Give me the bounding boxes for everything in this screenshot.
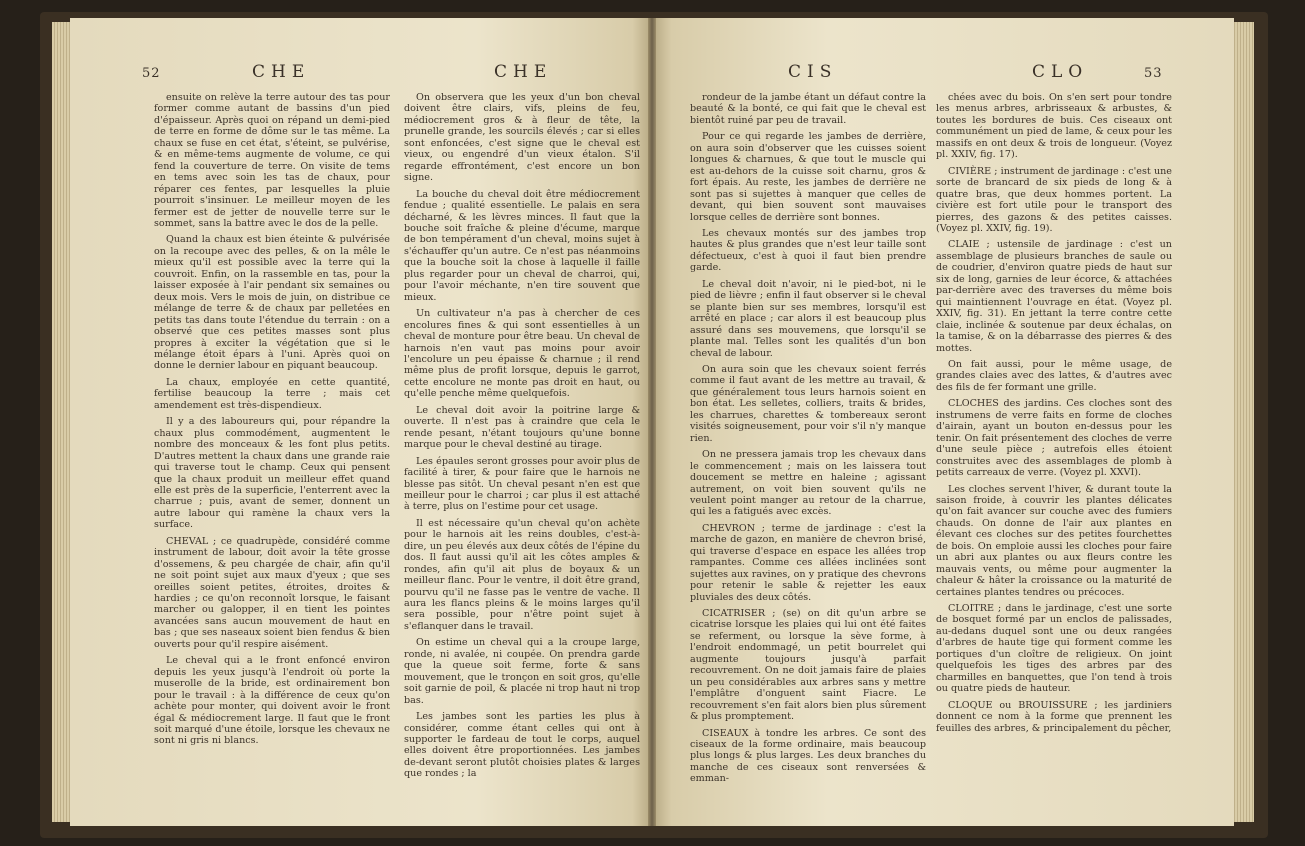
- right-column-2: [936, 92, 1172, 792]
- left-column-1: [154, 92, 390, 792]
- paragraph: On estime un cheval qui a la croupe large, ronde, ni avalée, ni coupée. On prendra garde que la queue soit ferme, forte & sans mouvement, que le tronçon en soit gros, qu'elle soit garnie de poil, & placée ni trop haut ni trop bas.: [404, 637, 640, 706]
- left-header-word-2: CHE: [494, 62, 553, 82]
- paragraph: Un cultivateur n'a pas à chercher de ces encolures fines & qui sont essentielles à un cheval de monture pour être beau. Un cheval de harnois n'en vaut pas moins pour avoir l'encolure un peu épaisse & charnue ; il rend même plus de profit lorsque, depuis le garrot, cette encolure ne monte pas droit en haut, ou qu'elle penche même quelquefois.: [404, 308, 640, 400]
- paragraph: ensuite on relève la terre autour des tas pour former comme autant de bassins d'un pied d'épaisseur. Après quoi on répand un demi-pied de terre en forme de dôme sur le tas même. La chaux se fuse en cet état, s'éteint, se pulvérise, & en même-tems augmente de volume, ce qui fend la couverture de terre. On visite de tems en tems avec soin les tas de chaux, pour réparer ces fentes, par lesquelles la pluie pourroit s'insinuer. Le meilleur moyen de les fermer est de jetter de nouvelle terre sur le sommet, sans la battre avec le dos de la pelle.: [154, 92, 390, 229]
- paragraph: Il est nécessaire qu'un cheval qu'on achète pour le harnois ait les reins doubles, c'est-à-dire, un peu élevés aux deux côtés de l'épine du dos. Il faut aussi qu'il ait les côtes amples & rondes, afin qu'il ait plus de boyaux & un meilleur flanc. Pour le ventre, il doit être grand, pourvu qu'il ne fasse pas le ventre de vache. Il aura les flancs pleins & le moins larges qu'il sera possible, pour n'être point sujet à s'eflanquer dans le travail.: [404, 517, 640, 632]
- left-page-number: 52: [142, 66, 161, 81]
- right-page-edges: [1232, 22, 1254, 822]
- paragraph: La chaux, employée en cette quantité, fertilise beaucoup la terre ; mais cet amendement est très-dispendieux.: [154, 376, 390, 411]
- paragraph: Les épaules seront grosses pour avoir plus de facilité à tirer, & pour faire que le harnois ne blesse pas sitôt. Un cheval pesant n'en est que meilleur pour le charroi ; car plus il est attaché à terre, plus on l'estime pour cet usage.: [404, 455, 640, 513]
- right-header-word-2: CLO: [1032, 62, 1089, 82]
- paragraph: Les cloches servent l'hiver, & durant toute la saison froide, à couvrir les plantes délicates qu'on fait avancer sur couche avec des fumiers chauds. On donne de l'air aux plantes en élevant ces cloches sur des petites fourchettes de bois. On emploie aussi les cloches pour faire un abri aux plantes ou aux fleurs contre les mauvais vents, ou même pour augmenter la chaleur & hâter la croissance ou la maturité de certaines plantes tendres ou précoces.: [936, 483, 1172, 598]
- paragraph: On fait aussi, pour le même usage, de grandes claies avec des lattes, & d'autres avec des fils de fer formant une grille.: [936, 358, 1172, 393]
- paragraph: Il y a des laboureurs qui, pour répandre la chaux plus commodément, augmentent le nombre des monceaux & les font plus petits. D'autres mettent la chaux dans une grande raie qui traverse tout le champ. Ceux qui pensent que la chaux produit un meilleur effet quand elle est près de la superficie, l'enterrent avec la charrue ; puis, avant de semer, donnent un autre labour qui ramène la chaux vers la surface.: [154, 416, 390, 531]
- right-page-number: 53: [1144, 66, 1163, 81]
- paragraph: CLAIE ; ustensile de jardinage : c'est un assemblage de plusieurs branches de saule ou de coudrier, d'environ quatre pieds de haut sur six de long, garnies de leur écorce, & attachées par-derrière avec des traverses du même bois qui maintiennent l'ouvrage en état. (Voyez pl. XXIV, fig. 31). En jettant la terre contre cette claie, inclinée & soutenue par deux échalas, on la tamise, & on la débarrasse des pierres & des mottes.: [936, 239, 1172, 354]
- right-running-header: [696, 62, 1166, 88]
- paragraph: CLOQUE ou BROUISSURE ; les jardiniers donnent ce nom à la forme que prennent les feuilles des arbres, & principalement du pêcher,: [936, 699, 1172, 734]
- left-header-word-1: CHE: [252, 62, 311, 82]
- paragraph: On aura soin que les chevaux soient ferrés comme il faut avant de les mettre au travail, & que généralement tous leurs harnois soient en bon état. Les selletes, colliers, traits & brides, les charrues, charettes & tombereaux seront visités soigneusement, pour voir s'il n'y manque rien.: [690, 363, 926, 444]
- paragraph: rondeur de la jambe étant un défaut contre la beauté & la bonté, ce qui fait que le cheval est bientôt ruiné par peu de travail.: [690, 92, 926, 126]
- book-gutter: [648, 18, 656, 826]
- paragraph: On ne pressera jamais trop les chevaux dans le commencement ; mais on les laissera tout doucement se mettre en haleine ; agissant autrement, on voit bien souvent qu'ils ne veulent point manger au retour de la charrue, qui les a fatigués avec excès.: [690, 449, 926, 518]
- paragraph: Pour ce qui regarde les jambes de derrière, on aura soin d'observer que les cuisses soient longues & charnues, & que tout le muscle qui est au-dehors de la cuisse soit charnu, gros & fort épais. Au reste, les jambes de derrière ne sont pas si sujettes à manquer que celles de devant, qui bien souvent sont mauvaises lorsque celles de derrière sont bonnes.: [690, 131, 926, 223]
- paragraph: CLOITRE ; dans le jardinage, c'est une sorte de bosquet formé par un enclos de palissades, au-dedans duquel sont une ou deux rangées d'arbres de haute tige qui forment comme les portiques d'un cloître de religieux. On joint quelquefois les tiges des arbres par des charmilles en banquettes, que l'on tend à trois ou quatre pieds de hauteur.: [936, 603, 1172, 695]
- paragraph: Le cheval qui a le front enfoncé environ depuis les yeux jusqu'à l'endroit où porte la muserolle de la bride, est ordinairement bon pour le travail : à la différence de ceux qu'on achète pour monter, qui doivent avoir le front égal & médiocrement large. Il faut que le front soit marqué d'une étoile, lorsque les chevaux ne sont ni gris ni blancs.: [154, 655, 390, 747]
- right-header-word-1: CIS: [788, 62, 838, 82]
- paragraph: Le cheval doit n'avoir, ni le pied-bot, ni le pied de lièvre ; enfin il faut observer si le cheval se plante bien sur ses membres, lorsqu'il est arrêté en place ; car alors il est beaucoup plus assuré dans ses mouvemens, que lorsqu'il se plante mal. Telles sont les qualités d'un bon cheval de labour.: [690, 278, 926, 359]
- paragraph: Les jambes sont les parties les plus à considérer, comme étant celles qui ont à supporter le fardeau de tout le corps, auquel elles doivent être proportionnées. Les jambes de-devant seront plutôt choisies plates & larges que rondes ; la: [404, 711, 640, 780]
- right-column-1: [690, 92, 926, 792]
- paragraph: La bouche du cheval doit être médiocrement fendue ; qualité essentielle. Le palais en sera décharné, & les lèvres minces. Il faut que la bouche soit fraîche & pleine d'écume, marque de bon tempérament d'un cheval, moins sujet à s'échauffer qu'un autre. Ce n'est pas néanmoins que la bouche soit la chose à laquelle il faille plus regarder pour un cheval de charroi, qui, pour l'avoir méchante, n'en tire souvent que mieux.: [404, 188, 640, 303]
- paragraph: On observera que les yeux d'un bon cheval doivent être clairs, vifs, pleins de feu, médiocrement gros & à fleur de tête, la prunelle grande, les sourcils élevés ; car si elles sont enfoncées, c'est signe que le cheval est vieux, ou engendré d'un vieux étalon. S'il regarde effrontément, c'est encore un bon signe.: [404, 92, 640, 184]
- paragraph: CIVIÈRE ; instrument de jardinage : c'est une sorte de brancard de six pieds de long & à quatre bras, que deux hommes portent. La civière est fort utile pour le transport des pierres, des gazons & des petites caisses. (Voyez pl. XXIV, fig. 19).: [936, 165, 1172, 234]
- paragraph: CLOCHES des jardins. Ces cloches sont des instrumens de verre faits en forme de cloches d'airain, ayant un bouton en-dessus pour les tenir. On fait présentement des cloches de verre d'une seule pièce ; autrefois elles étoient construites avec des assemblages de plomb à petits carreaux de verre. (Voyez pl. XXVI).: [936, 398, 1172, 479]
- paragraph: Le cheval doit avoir la poitrine large & ouverte. Il n'est pas à craindre que cela le rende pesant, n'étant toujours qu'une bonne marque pour le cheval destiné au tirage.: [404, 404, 640, 451]
- paragraph: Les chevaux montés sur des jambes trop hautes & plus grandes que n'est leur taille sont défectueux, c'est à quoi il faut bien prendre garde.: [690, 227, 926, 274]
- paragraph: CICATRISER ; (se) on dit qu'un arbre se cicatrise lorsque les plaies qui lui ont été faites se referment, ou lorsque la sève forme, à l'endroit endommagé, un petit bourrelet qui augmente toujours jusqu'à parfait recouvrement. On ne doit jamais faire de plaies un peu considérables aux arbres sans y mettre l'emplâtre d'onguent saint Fiacre. Le recouvrement s'en fait alors bien plus sûrement & plus promptement.: [690, 608, 926, 723]
- paragraph: Quand la chaux est bien éteinte & pulvérisée on la recoupe avec des pelles, & on la mêle le mieux qu'il est possible avec la terre qui la couvroit. Enfin, on la rassemble en tas, pour la laisser exposée à l'air pendant six semaines ou deux mois. Vers le mois de juin, on distribue ce mélange de terre & de chaux par pelletées en petits tas dans toute l'étendue du terrain : on a observé que ces petites masses sont plus propres à exciter la végétation que si le mélange étoit épars à l'uni. Après quoi on donne le dernier labour en piquant beaucoup.: [154, 234, 390, 372]
- paragraph: CHEVAL ; ce quadrupède, considéré comme instrument de labour, doit avoir la tête grosse d'ossemens, & peu chargée de chair, afin qu'il ne soit point sujet aux maux d'yeux ; que ses oreilles soient petites, étroites, droites & hardies ; ce qu'on reconnoît lorsque, le faisant marcher ou galopper, il en tient les pointes avancées sans aucun mouvement de haut en bas ; que ses naseaux soient bien fendus & bien ouverts pour qu'il respire aisément.: [154, 535, 390, 650]
- paragraph: CHEVRON ; terme de jardinage : c'est la marche de gazon, en manière de chevron brisé, qui traverse d'espace en espace les allées trop rampantes. Comme ces allées inclinées sont sujettes aux ravines, on y pratique des chevrons pour retenir le sable & rejetter les eaux pluviales des deux côtés.: [690, 522, 926, 603]
- paragraph: CISEAUX à tondre les arbres. Ce sont des ciseaux de la forme ordinaire, mais beaucoup plus longs & plus larges. Les deux branches du manche de ces ciseaux sont renversées & emman-: [690, 727, 926, 785]
- left-running-header: [142, 62, 582, 88]
- left-column-2: [404, 92, 640, 792]
- paragraph: chées avec du bois. On s'en sert pour tondre les menus arbres, arbrisseaux & arbustes, & toutes les bordures de buis. Ces ciseaux ont communément un pied de lame, & ceux pour les massifs en ont deux & trois de longueur. (Voyez pl. XXIV, fig. 17).: [936, 92, 1172, 161]
